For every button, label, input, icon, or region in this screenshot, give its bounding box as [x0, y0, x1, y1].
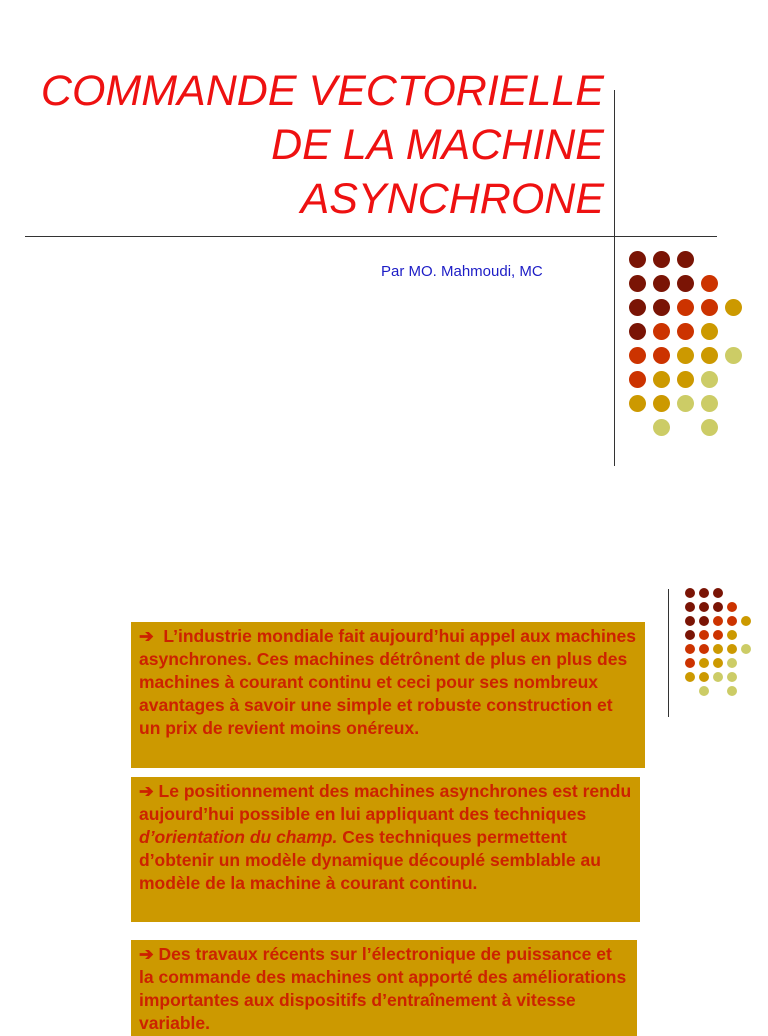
decorative-dot	[699, 672, 709, 682]
decorative-dot	[699, 644, 709, 654]
decorative-dot	[727, 616, 737, 626]
decorative-dot	[699, 658, 709, 668]
box-text: L’industrie mondiale fait aujourd’hui appel aux machines asynchrones. Ces machines détrônent de plus en plus des machines à courant continu et ceci pour ses nombreux avantages à savoir une simple et robuste construction et un prix de revient moins onéreux.	[139, 626, 636, 738]
text-box-recent-work	[131, 940, 637, 1036]
title-line-2: DE LA MACHINE	[271, 121, 604, 169]
decorative-dot	[727, 602, 737, 612]
decorative-dot	[713, 644, 723, 654]
decorative-dot	[741, 616, 751, 626]
text-box-positioning	[131, 777, 640, 922]
decorative-dot	[713, 672, 723, 682]
decorative-dot	[653, 251, 670, 268]
decorative-dot	[629, 251, 646, 268]
decorative-dot	[653, 371, 670, 388]
decorative-dot	[677, 275, 694, 292]
decorative-dot	[713, 630, 723, 640]
box-text: Des travaux récents sur l’électronique de puissance et la commande des machines ont apporté des améliorations importantes aux dispositifs d’entraînement à vitesse variable.	[139, 944, 627, 1033]
decorative-dot	[701, 395, 718, 412]
vertical-divider	[614, 90, 615, 466]
decorative-dot	[699, 588, 709, 598]
decorative-dot	[653, 347, 670, 364]
decorative-dot	[677, 251, 694, 268]
decorative-dot	[699, 630, 709, 640]
decorative-dot	[727, 672, 737, 682]
box-text-start: Le positionnement des machines asynchrones est rendu aujourd’hui possible en lui appliquant des techniques	[139, 781, 632, 824]
decorative-dot	[653, 395, 670, 412]
decorative-dot	[741, 644, 751, 654]
decorative-dot	[653, 419, 670, 436]
slide-1	[0, 0, 768, 512]
decorative-dot	[677, 323, 694, 340]
decorative-dot	[701, 275, 718, 292]
decorative-dot	[685, 630, 695, 640]
decorative-dot	[629, 347, 646, 364]
decorative-dot	[701, 323, 718, 340]
arrow-icon: ➔	[139, 626, 154, 646]
arrow-icon: ➔	[139, 944, 154, 964]
decorative-dot	[677, 371, 694, 388]
decorative-dot	[685, 644, 695, 654]
decorative-dot	[713, 588, 723, 598]
decorative-dot	[725, 299, 742, 316]
decorative-dot	[713, 658, 723, 668]
decorative-dot	[725, 347, 742, 364]
decorative-dot	[701, 347, 718, 364]
decorative-dot	[727, 686, 737, 696]
decorative-dot	[699, 616, 709, 626]
slide-2	[0, 512, 768, 1033]
decorative-dot	[727, 630, 737, 640]
decorative-dot	[701, 299, 718, 316]
decorative-dot	[653, 275, 670, 292]
decorative-dot	[685, 602, 695, 612]
box-text-italic: d’orientation du champ.	[139, 827, 338, 847]
decorative-dot	[629, 275, 646, 292]
title-line-3: ASYNCHRONE	[300, 175, 604, 223]
decorative-dot	[629, 323, 646, 340]
decorative-dot	[727, 658, 737, 668]
decorative-dot	[653, 299, 670, 316]
decorative-dot	[701, 419, 718, 436]
decorative-dot	[727, 644, 737, 654]
decorative-dot	[629, 371, 646, 388]
decorative-dot	[677, 299, 694, 316]
decorative-dot	[629, 395, 646, 412]
decorative-dot	[699, 602, 709, 612]
decorative-dot	[701, 371, 718, 388]
slide-title	[4, 64, 604, 226]
author-line: Par MO. Mahmoudi, MC	[381, 263, 543, 280]
box-text-end: Ces techniques permettent d’obtenir un modèle dynamique découplé semblable au modèle de la machine à courant continu.	[139, 827, 601, 893]
decorative-dot	[685, 658, 695, 668]
title-line-1: COMMANDE VECTORIELLE	[40, 67, 604, 115]
decorative-dot	[685, 616, 695, 626]
decorative-dot	[685, 588, 695, 598]
decorative-dot	[677, 347, 694, 364]
decorative-dot	[713, 616, 723, 626]
decorative-dot	[685, 672, 695, 682]
arrow-icon: ➔	[139, 781, 154, 801]
decorative-dot	[677, 395, 694, 412]
text-box-industry	[131, 622, 645, 768]
vertical-divider-small	[668, 589, 669, 717]
decorative-dot	[713, 602, 723, 612]
decorative-dot	[629, 299, 646, 316]
decorative-dot	[653, 323, 670, 340]
decorative-dot	[699, 686, 709, 696]
